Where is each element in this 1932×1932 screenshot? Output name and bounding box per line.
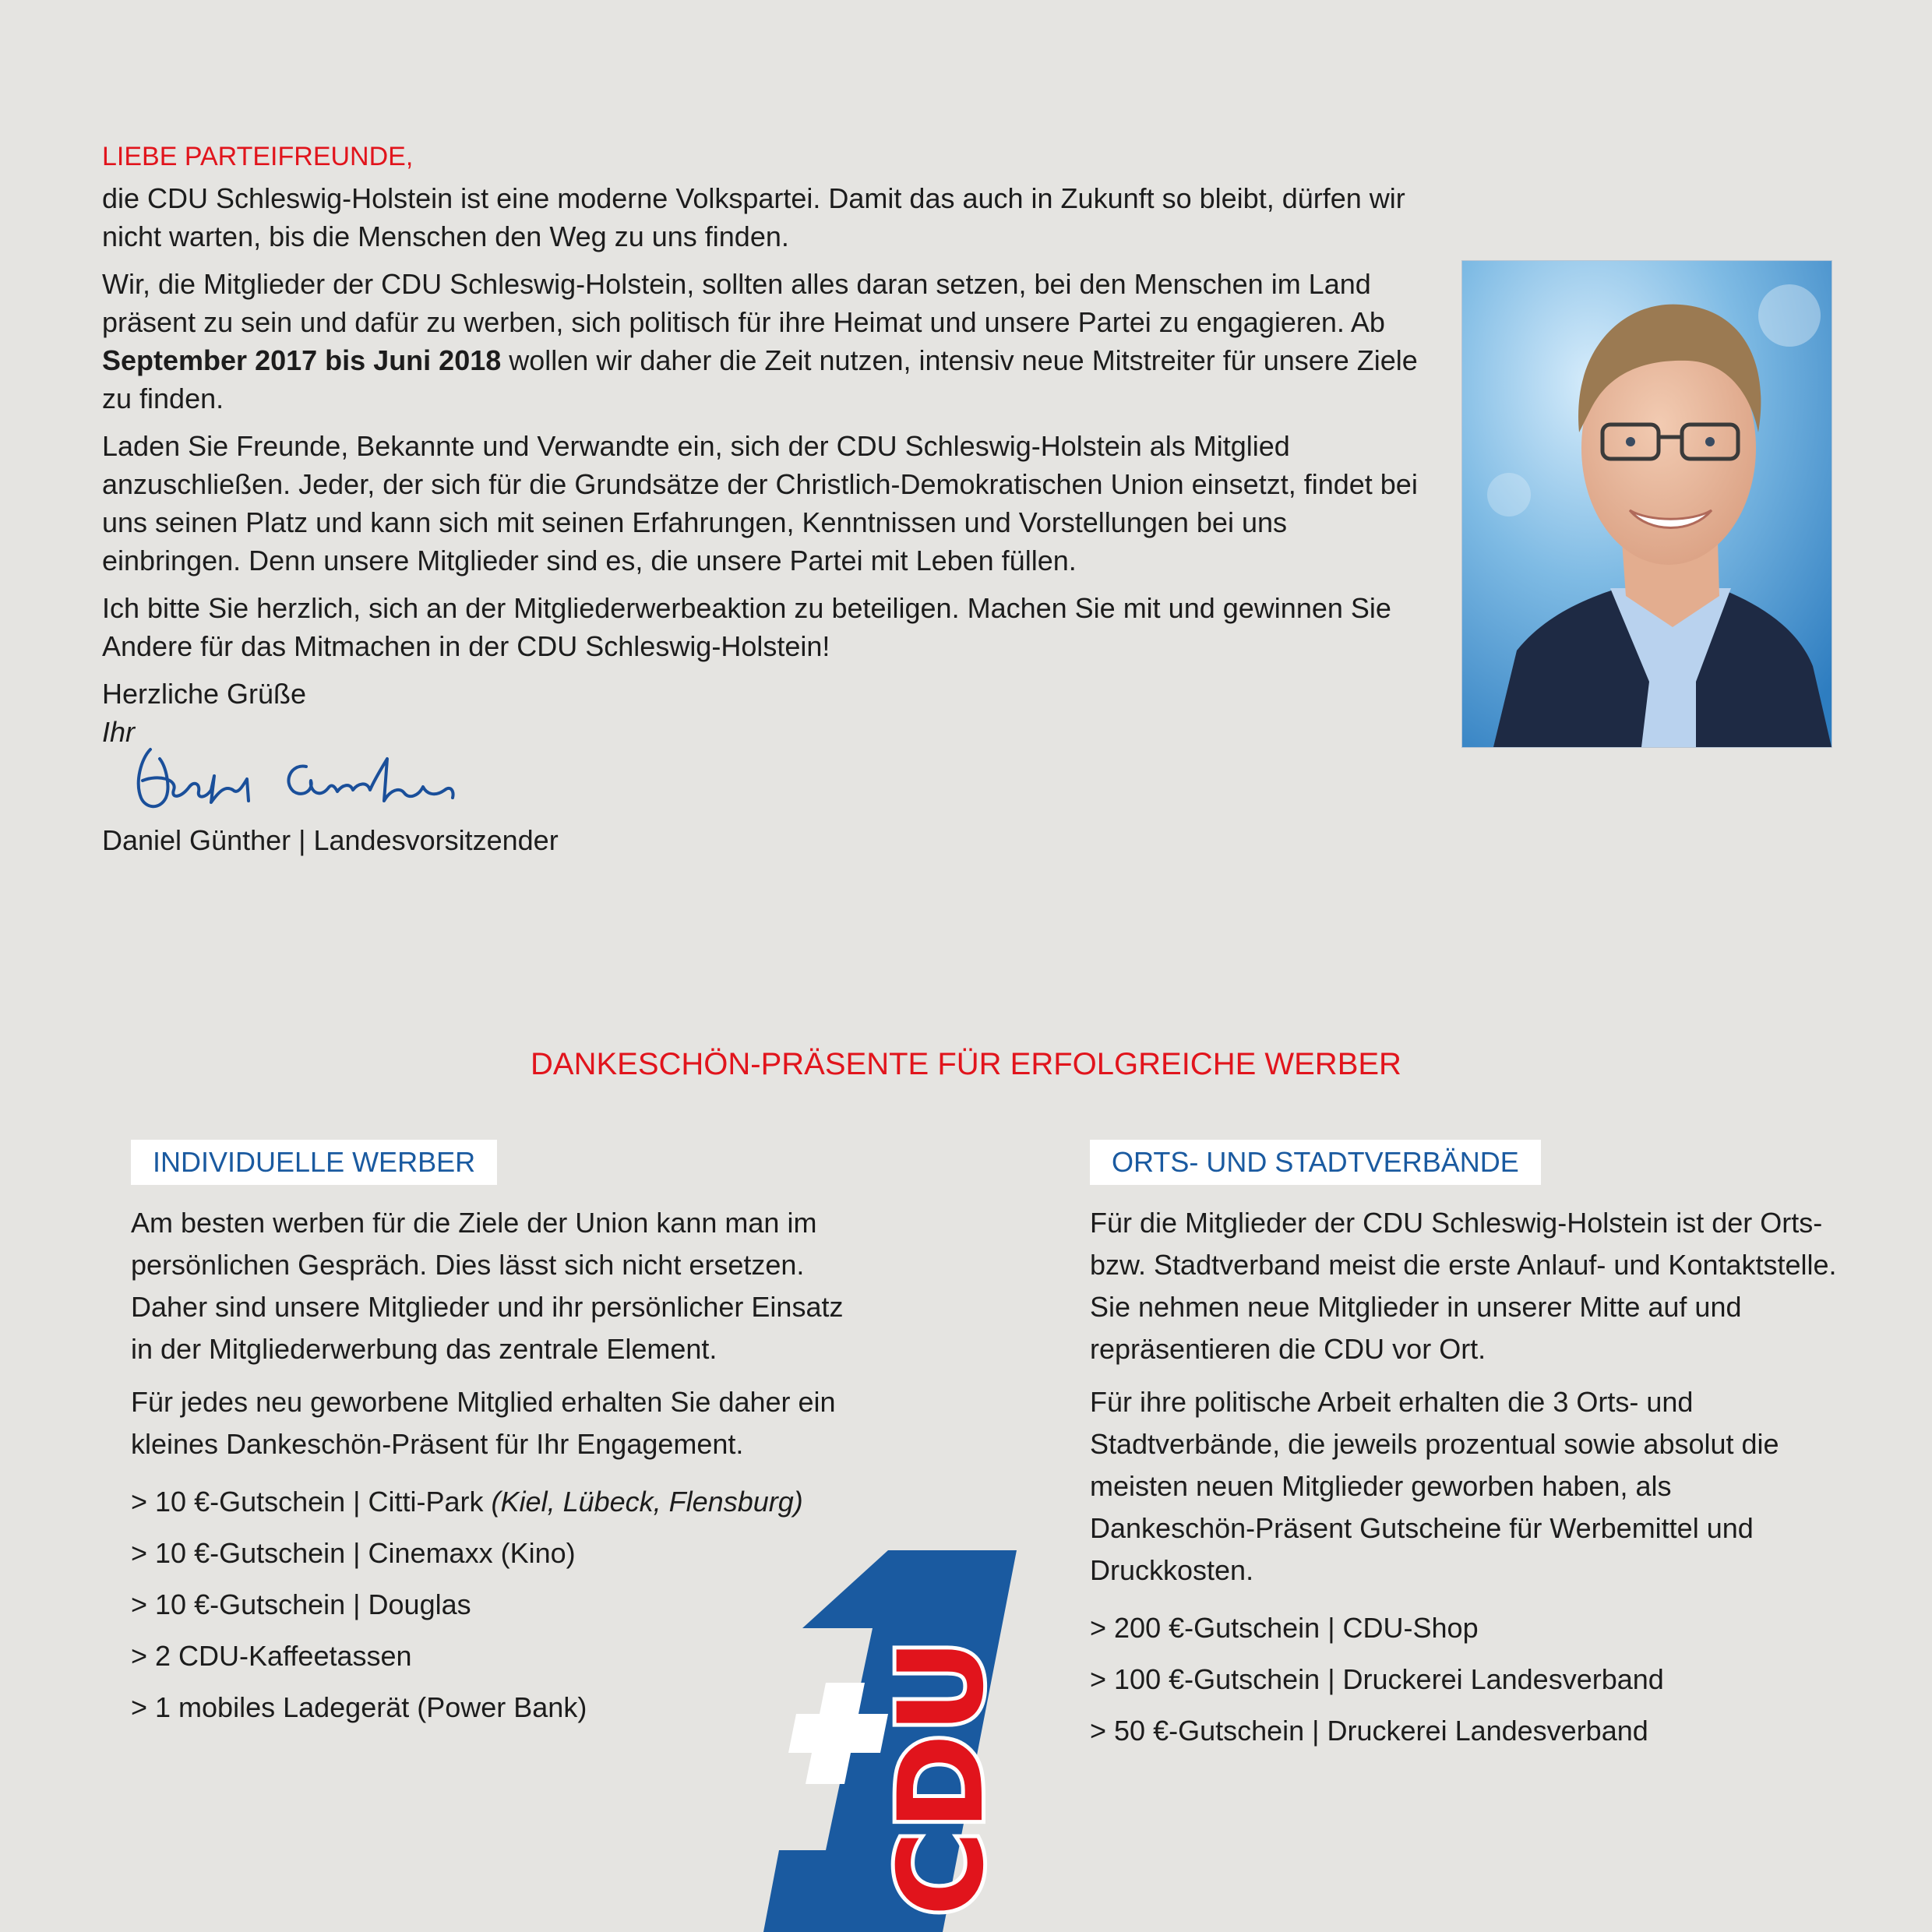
reward-text: > 10 €-Gutschein | Citti-Park xyxy=(131,1486,492,1518)
letter-closing: Herzliche Grüße xyxy=(102,678,307,710)
local-associations-paragraph-1: Für die Mitglieder der CDU Schleswig-Holstein ist der Orts- bzw. Stadtverband meist die erste Anlauf- und Kontaktstelle. Sie nehmen neue Mitglieder in unserer Mitte auf und repräsentieren die CDU vor Ort. xyxy=(1090,1207,1837,1365)
portrait-photo xyxy=(1461,260,1832,748)
letter xyxy=(102,139,1419,856)
reward-item: > 1 mobiles Ladegerät (Power Bank) xyxy=(131,1691,587,1723)
letter-paragraph-4: Ich bitte Sie herzlich, sich an der Mitgliederwerbeaktion zu beteiligen. Machen Sie mit und gewinnen Sie Andere für das Mitmachen in der CDU Schleswig-Holstein! xyxy=(102,592,1391,662)
reward-note: (Kiel, Lübeck, Flensburg) xyxy=(491,1486,803,1518)
letter-paragraph-1: die CDU Schleswig-Holstein ist eine moderne Volkspartei. Damit das auch in Zukunft so bleibt, dürfen wir nicht warten, bis die Menschen den Weg zu uns finden. xyxy=(102,182,1405,252)
letter-greeting: LIEBE PARTEIFREUNDE, xyxy=(102,142,414,171)
reward-item: > 10 €-Gutschein | Douglas xyxy=(131,1588,471,1620)
campaign-period: September 2017 bis Juni 2018 xyxy=(102,344,502,376)
reward-item: > 100 €-Gutschein | Druckerei Landesverband xyxy=(1090,1663,1664,1695)
individual-recruiters-paragraph-1: Am besten werben für die Ziele der Union kann man im persönlichen Gespräch. Dies lässt sich nicht ersetzen. Daher sind unsere Mitglieder und ihr persönlicher Einsatz in der Mitgliederwerbung das zentrale Element. xyxy=(131,1207,844,1365)
local-associations-heading: ORTS- UND STADTVERBÄNDE xyxy=(1090,1140,1541,1185)
section-title: DANKESCHÖN-PRÄSENTE FÜR ERFOLGREICHE WERBER xyxy=(531,1047,1401,1081)
plus-one-cdu-logo xyxy=(748,1542,1075,1932)
individual-recruiters-paragraph-2: Für jedes neu geworbene Mitglied erhalten Sie daher ein kleines Dankeschön-Präsent für Ihr Engagement. xyxy=(131,1386,836,1460)
signer-name: Daniel Günther | Landesvorsitzender xyxy=(102,824,559,856)
reward-item xyxy=(131,1476,863,1528)
letter-paragraph-2-start: Wir, die Mitglieder der CDU Schleswig-Holstein, sollten alles daran setzen, bei den Menschen im Land präsent zu sein und dafür zu werben, sich politisch für ihre Heimat und unsere Partei zu engagieren. Ab xyxy=(102,268,1385,338)
letter-paragraph-3: Laden Sie Freunde, Bekannte und Verwandte ein, sich der CDU Schleswig-Holstein als Mitglied anzuschließen. Jeder, der sich für die Grundsätze der Christlich-Demokratischen Union einsetzt, findet bei uns seinen Platz und kann sich mit seinen Erfahrungen, Kenntnissen und Vorstellungen bei uns einbringen. Denn unsere Mitglieder sind es, die unsere Partei mit Leben füllen. xyxy=(102,430,1418,576)
reward-item: > 50 €-Gutschein | Druckerei Landesverband xyxy=(1090,1715,1648,1747)
individual-recruiters-heading: INDIVIDUELLE WERBER xyxy=(131,1140,497,1185)
letter-paragraph-2 xyxy=(102,265,1419,418)
local-associations-column xyxy=(1090,1140,1838,1757)
letter-ihr: Ihr xyxy=(102,716,136,748)
cdu-wordmark: CDU xyxy=(874,1638,1010,1916)
reward-item: > 10 €-Gutschein | Cinemaxx (Kino) xyxy=(131,1537,576,1569)
reward-item: > 200 €-Gutschein | CDU-Shop xyxy=(1090,1612,1479,1644)
reward-item: > 2 CDU-Kaffeetassen xyxy=(131,1640,412,1672)
letter-paragraph-2-end: wollen wir daher die Zeit nutzen, intensiv neue Mitstreiter für unsere Ziele zu finden. xyxy=(102,344,1418,414)
signature xyxy=(119,735,532,821)
association-rewards-list xyxy=(1090,1602,1838,1757)
local-associations-paragraph-2: Für ihre politische Arbeit erhalten die 3 Orts- und Stadtverbände, die jeweils prozentual sowie absolut die meisten neuen Mitglieder geworben haben, als Dankeschön-Präsent Gutscheine für Werbemittel und Druckkosten. xyxy=(1090,1386,1779,1586)
